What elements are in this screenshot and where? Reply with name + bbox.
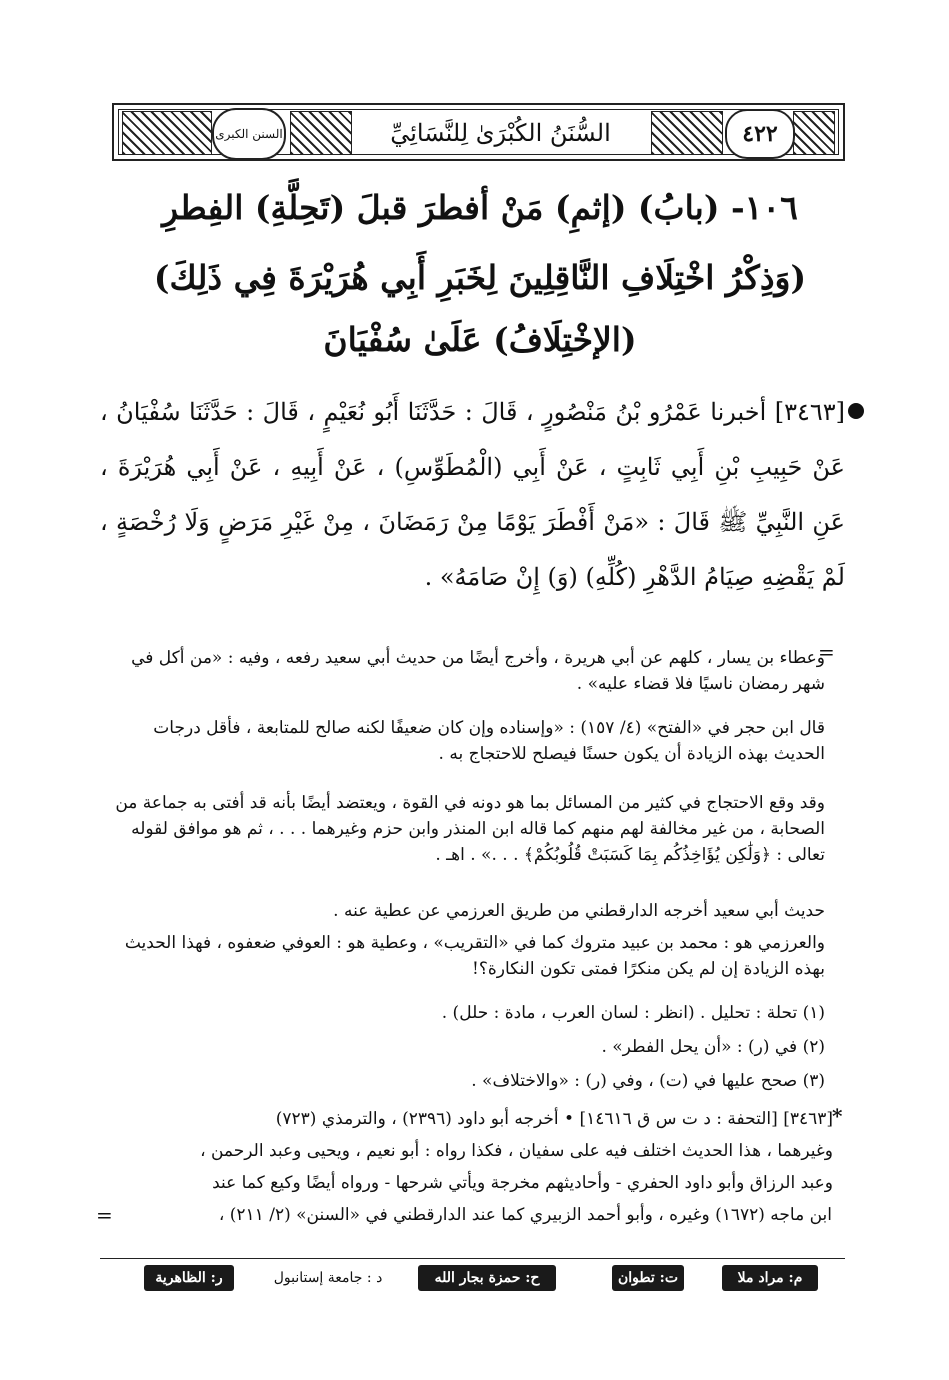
- continuation-mark: =: [818, 640, 835, 664]
- ornament-right-inner-icon: [651, 111, 723, 155]
- takhrij-star-icon: *: [832, 1104, 843, 1128]
- hadith-text: [٣٤٦٣] أخبرنا عَمْرُو بْنُ مَنْصُورٍ ، قَالَ : حَدَّثَنَا أَبُو نُعَيْمٍ ، قَالَ : حَدَّثَنَا سُفْيَانُ ، عَنْ حَبِيبِ بْنِ أَبِي ثَابِتٍ ، عَنْ أَبِي (الْمُطَوِّسِ) ، عَنْ أَبِيهِ ، عَنْ أَبِي هُرَيْرَةَ ، عَنِ النَّبِيِّ ﷺ قَالَ : «مَنْ أَفْطَرَ يَوْمًا مِنْ رَمَضَانَ ، مِنْ غَيْرِ مَرَضٍ وَلَا رُخْصَةٍ ، لَمْ يَقْضِهِ صِيَامُ الدَّهْرِ (كُلِّهِ) (وَ) إِنْ صَامَهُ» .: [100, 398, 845, 591]
- footnote-paragraph-3: وقد وقع الاحتجاج في كثير من المسائل بما هو دونه في القوة ، ويعتضد أيضًا بأنه قد أفتى به جماعة من الصحابة ، من غير مخالفة لهم منهم كما قاله ابن المنذر وابن حزم وغيرهما . . . ، ثم هو موافق لقوله تعالى : ﴿وَلَٰكِن يُؤَاخِذُكُم بِمَا كَسَبَتْ قُلُوبُكُمْ﴾ . . .» . اهـ .: [115, 793, 825, 865]
- chapter-title-line1: ١٠٦- (بابُ) (إثمِ) مَنْ أفطرَ قبلَ (تَحِلَّةِ) الفِطرِ: [162, 188, 798, 227]
- footnote-3: (٣) صحح عليها في (ت) ، وفي (ر) : «والاختلاف» .: [471, 1071, 825, 1091]
- takhrij-line-1: [٣٤٦٣] [التحفة : د ت س ق ١٤٦١٦] • أخرجه أبو داود (٢٣٩٦) ، والترمذي (٧٢٣): [275, 1109, 833, 1129]
- footnote-paragraph-2: قال ابن حجر في «الفتح» (٤/ ١٥٧) : «وإسناده وإن كان ضعيفًا لكنه صالح للمتابعة ، فأقل درجات الحديث بهذه الزيادة أن يكون حسنًا فيصلح للاحتجاج به .: [153, 718, 825, 764]
- ornament-left-icon: [122, 111, 212, 155]
- manuscript-h: ح: حمزة بجار الله: [418, 1265, 556, 1291]
- manuscript-d: د : جامعة إستانبول: [273, 1270, 383, 1286]
- chapter-title-line3: (الإخْتِلَافُ) عَلَىٰ سُفْيَانَ: [323, 320, 637, 359]
- footnote-2: (٢) في (ر) : «أن يحل الفطر» .: [601, 1037, 825, 1057]
- ornament-right-icon: [793, 111, 835, 155]
- footnote-paragraph-1: وعطاء بن يسار ، كلهم عن أبي هريرة ، وأخرج أيضًا من حديث أبي سعيد رفعه ، وفيه : «من أكل في شهر رمضان ناسيًا فلا قضاء عليه» .: [131, 648, 825, 694]
- manuscript-r: ر: الظاهرية: [144, 1265, 234, 1291]
- ornament-left-inner-icon: [290, 111, 352, 155]
- takhrij-line-4: ابن ماجه (١٦٧٢) وغيره ، وأبو أحمد الزبيري كما عند الدارقطني في «السنن» (٢/ ٢١١) ،: [218, 1205, 832, 1225]
- book-medallion: [212, 108, 286, 160]
- manuscript-t: ت: تطوان: [612, 1265, 684, 1291]
- page-header: [112, 103, 845, 161]
- page-number: ٤٢٢: [725, 109, 795, 159]
- medallion-text: السنن الكبرى: [215, 126, 283, 141]
- takhrij-line-2: وغيرهما ، هذا الحديث اختلف فيه على سفيان ، فكذا رواه : أبو نعيم ، ويحيى وعبد الرحمن ،: [200, 1141, 833, 1161]
- running-title: السُّنَنُ الكُبْرَىٰ لِلنَّسَائِيِّ: [390, 119, 611, 147]
- chapter-title-line2: (وَذِكْرُ اخْتِلَافِ النَّاقِلِينَ لِخَبَرِ أَبِي هُرَيْرَةَ فِي ذَلِكَ): [153, 258, 807, 297]
- footnote-paragraph-4: حديث أبي سعيد أخرجه الدارقطني من طريق العرزمي عن عطية عنه .: [333, 901, 825, 921]
- hadith-bullet-icon: [848, 403, 864, 419]
- takhrij-line-3: وعبد الرزاق وأبو داود الحفري - وأحاديثهم مخرجة ويأتي شرحها - ورواه أيضًا وكيع كما عند: [212, 1173, 833, 1193]
- footer-divider: [100, 1258, 845, 1259]
- footnote-1: (١) تحلة : تحليل . (انظر : لسان العرب ، مادة : حلل) .: [441, 1003, 825, 1023]
- manuscript-m: م: مراد ملا: [722, 1265, 818, 1291]
- footnote-paragraph-5: والعرزمي هو : محمد بن عبيد متروك كما في «التقريب» ، وعطية هو : العوفي ضعفوه ، فهذا الحديث بهذه الزيادة إن لم يكن منكرًا فمتى تكون النكارة؟!: [124, 933, 825, 979]
- takhrij-continuation-mark: =: [96, 1203, 113, 1227]
